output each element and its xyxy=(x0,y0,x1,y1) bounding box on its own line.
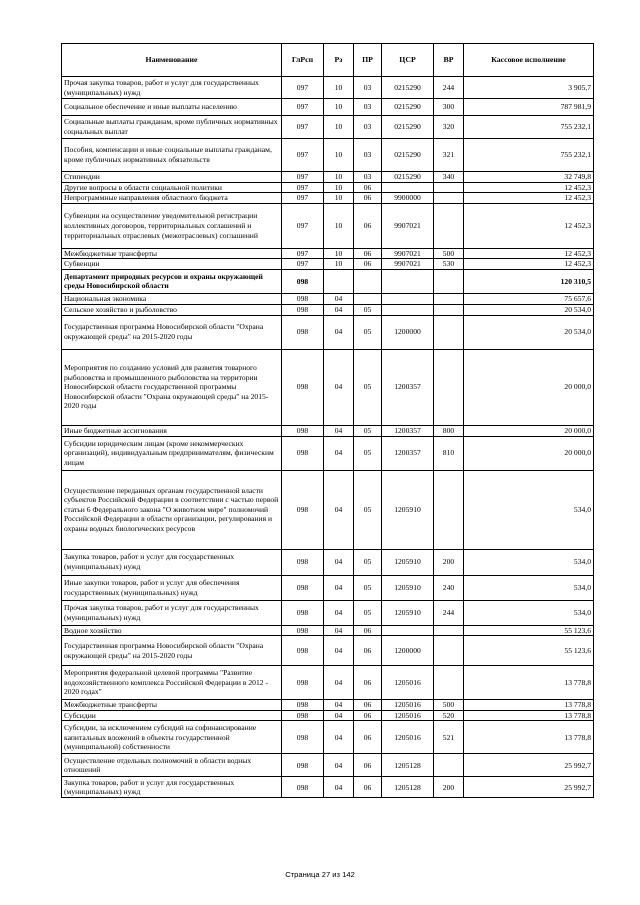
cell-name: Субсидии юридическим лицам (кроме некоммерческих организаций), индивидуальным предпринимателям, физическим лицам xyxy=(62,436,282,470)
table-row xyxy=(62,116,594,139)
cell-name: Осуществление отдельных полномочий в области водных отношений xyxy=(62,754,282,777)
table-row xyxy=(62,777,594,798)
cell-rz: 10 xyxy=(324,77,354,99)
cell-vr: 321 xyxy=(434,139,464,172)
cell-glrsp: 097 xyxy=(282,139,324,172)
cell-rz: 04 xyxy=(324,777,354,798)
cell-cash: 755 232,1 xyxy=(464,116,594,139)
cell-pr: 06 xyxy=(354,700,382,711)
cell-vr xyxy=(434,754,464,777)
cell-csr xyxy=(382,269,434,293)
cell-name: Департамент природных ресурсов и охраны окружающей среды Новосибирской области xyxy=(62,269,282,293)
cell-rz: 04 xyxy=(324,304,354,315)
table-row xyxy=(62,700,594,711)
cell-vr: 320 xyxy=(434,116,464,139)
cell-pr xyxy=(354,293,382,304)
cell-name: Мероприятия федеральной целевой программы "Развитие водохозяйственного комплекса Российской Федерации в 2012 - 2020 годах" xyxy=(62,666,282,700)
cell-csr: 1205016 xyxy=(382,710,434,721)
cell-name: Другие вопросы в области социальной политики xyxy=(62,182,282,193)
table-row xyxy=(62,349,594,425)
cell-csr: 1205128 xyxy=(382,754,434,777)
cell-pr: 06 xyxy=(354,777,382,798)
cell-vr xyxy=(434,349,464,425)
cell-csr xyxy=(382,182,434,193)
cell-glrsp: 098 xyxy=(282,666,324,700)
cell-name: Прочая закупка товаров, работ и услуг для государственных (муниципальных) нужд xyxy=(62,600,282,625)
cell-csr xyxy=(382,304,434,315)
table-row xyxy=(62,193,594,204)
table-row xyxy=(62,436,594,470)
cell-csr: 1205016 xyxy=(382,666,434,700)
cell-vr xyxy=(434,182,464,193)
cell-glrsp: 097 xyxy=(282,182,324,193)
cell-pr: 05 xyxy=(354,436,382,470)
cell-glrsp: 098 xyxy=(282,470,324,549)
cell-vr xyxy=(434,625,464,636)
cell-name: Прочая закупка товаров, работ и услуг для государственных (муниципальных) нужд xyxy=(62,77,282,99)
table-row xyxy=(62,259,594,270)
cell-rz: 04 xyxy=(324,293,354,304)
cell-cash: 25 992,7 xyxy=(464,754,594,777)
table-row xyxy=(62,315,594,349)
header-name: Наименование xyxy=(62,44,282,77)
cell-csr: 1200000 xyxy=(382,636,434,666)
cell-name: Стипендии xyxy=(62,172,282,183)
header-pr: ПР xyxy=(354,44,382,77)
table-row xyxy=(62,710,594,721)
cell-vr: 521 xyxy=(434,721,464,754)
table-row xyxy=(62,636,594,666)
cell-name: Закупка товаров, работ и услуг для государственных (муниципальных) нужд xyxy=(62,777,282,798)
cell-name: Мероприятия по созданию условий для развития товарного рыболовства и промышленного рыболовства на территории Новосибирской области государственной программы Новосибирской области "Охрана окружающей среды" на 2015-2020 годы xyxy=(62,349,282,425)
cell-glrsp: 097 xyxy=(282,172,324,183)
cell-rz: 04 xyxy=(324,549,354,575)
cell-vr xyxy=(434,666,464,700)
cell-glrsp: 098 xyxy=(282,425,324,436)
cell-vr xyxy=(434,315,464,349)
cell-pr: 03 xyxy=(354,99,382,116)
cell-pr: 05 xyxy=(354,315,382,349)
cell-vr: 244 xyxy=(434,77,464,99)
cell-cash: 13 778,8 xyxy=(464,721,594,754)
cell-rz: 10 xyxy=(324,203,354,248)
cell-csr: 1205910 xyxy=(382,549,434,575)
table-row xyxy=(62,182,594,193)
cell-rz: 04 xyxy=(324,436,354,470)
header-csr: ЦСР xyxy=(382,44,434,77)
cell-vr: 300 xyxy=(434,99,464,116)
cell-name: Государственная программа Новосибирской области "Охрана окружающей среды" на 2015-2020 годы xyxy=(62,315,282,349)
table-row xyxy=(62,549,594,575)
cell-rz: 04 xyxy=(324,710,354,721)
cell-pr: 06 xyxy=(354,666,382,700)
cell-name: Государственная программа Новосибирской области "Охрана окружающей среды" на 2015-2020 годы xyxy=(62,636,282,666)
cell-csr: 0215290 xyxy=(382,116,434,139)
cell-cash: 3 905,7 xyxy=(464,77,594,99)
cell-cash: 534,0 xyxy=(464,600,594,625)
cell-csr: 0215290 xyxy=(382,99,434,116)
cell-name: Субвенции на осуществление уведомительной регистрации коллективных договоров, территориальных соглашений и территориальных отраслевых (межотраслевых) соглашений xyxy=(62,203,282,248)
cell-name: Иные закупки товаров, работ и услуг для обеспечения государственных (муниципальных) нужд xyxy=(62,575,282,600)
cell-cash: 20 534,0 xyxy=(464,304,594,315)
cell-name: Субсидии xyxy=(62,710,282,721)
cell-pr: 05 xyxy=(354,425,382,436)
cell-csr: 1200357 xyxy=(382,436,434,470)
cell-rz: 04 xyxy=(324,700,354,711)
cell-glrsp: 098 xyxy=(282,349,324,425)
cell-rz: 04 xyxy=(324,315,354,349)
table-row xyxy=(62,139,594,172)
cell-vr xyxy=(434,203,464,248)
cell-csr: 9907021 xyxy=(382,203,434,248)
cell-vr: 810 xyxy=(434,436,464,470)
cell-cash: 12 452,3 xyxy=(464,203,594,248)
cell-glrsp: 098 xyxy=(282,293,324,304)
header-glrsp: ГлРсп xyxy=(282,44,324,77)
cell-pr: 06 xyxy=(354,636,382,666)
cell-csr: 1200357 xyxy=(382,349,434,425)
cell-glrsp: 098 xyxy=(282,269,324,293)
cell-glrsp: 098 xyxy=(282,549,324,575)
cell-glrsp: 097 xyxy=(282,77,324,99)
cell-name: Иные бюджетные ассигнования xyxy=(62,425,282,436)
table-body xyxy=(62,77,594,798)
cell-csr: 9907021 xyxy=(382,248,434,259)
cell-glrsp: 097 xyxy=(282,248,324,259)
cell-cash: 13 778,8 xyxy=(464,710,594,721)
header-cash: Кассовое исполнение xyxy=(464,44,594,77)
cell-name: Субсидии, за исключением субсидий на софинансирование капитальных вложений в объекты государственной (муниципальной) собственности xyxy=(62,721,282,754)
cell-glrsp: 098 xyxy=(282,777,324,798)
table-row xyxy=(62,99,594,116)
cell-rz: 04 xyxy=(324,721,354,754)
cell-cash: 55 123,6 xyxy=(464,636,594,666)
cell-glrsp: 098 xyxy=(282,436,324,470)
cell-cash: 534,0 xyxy=(464,575,594,600)
cell-rz: 04 xyxy=(324,470,354,549)
cell-pr: 06 xyxy=(354,203,382,248)
cell-cash: 13 778,8 xyxy=(464,700,594,711)
cell-rz: 10 xyxy=(324,116,354,139)
table-row xyxy=(62,77,594,99)
cell-rz: 04 xyxy=(324,575,354,600)
cell-vr: 530 xyxy=(434,259,464,270)
cell-pr: 06 xyxy=(354,625,382,636)
cell-pr: 03 xyxy=(354,139,382,172)
table-row xyxy=(62,425,594,436)
table-row xyxy=(62,203,594,248)
cell-pr: 05 xyxy=(354,349,382,425)
cell-pr: 06 xyxy=(354,754,382,777)
cell-name: Социальные выплаты гражданам, кроме публичных нормативных социальных выплат xyxy=(62,116,282,139)
cell-rz: 10 xyxy=(324,248,354,259)
cell-glrsp: 098 xyxy=(282,600,324,625)
cell-csr: 1205910 xyxy=(382,575,434,600)
cell-pr: 05 xyxy=(354,470,382,549)
table-row xyxy=(62,721,594,754)
cell-rz: 04 xyxy=(324,349,354,425)
cell-rz: 10 xyxy=(324,99,354,116)
cell-csr: 1205910 xyxy=(382,600,434,625)
table-row xyxy=(62,600,594,625)
cell-name: Непрограммные направления областного бюджета xyxy=(62,193,282,204)
cell-glrsp: 097 xyxy=(282,193,324,204)
cell-rz: 04 xyxy=(324,666,354,700)
cell-glrsp: 097 xyxy=(282,99,324,116)
cell-pr: 05 xyxy=(354,600,382,625)
cell-name: Межбюджетные трансферты xyxy=(62,248,282,259)
cell-name: Социальное обеспечение и иные выплаты населению xyxy=(62,99,282,116)
cell-name: Межбюджетные трансферты xyxy=(62,700,282,711)
header-rz: Рз xyxy=(324,44,354,77)
cell-rz xyxy=(324,269,354,293)
cell-csr xyxy=(382,625,434,636)
cell-cash: 12 452,3 xyxy=(464,182,594,193)
table-row xyxy=(62,269,594,293)
cell-csr: 1200000 xyxy=(382,315,434,349)
cell-cash: 75 657,6 xyxy=(464,293,594,304)
table-row xyxy=(62,172,594,183)
cell-vr: 240 xyxy=(434,575,464,600)
cell-name: Закупка товаров, работ и услуг для государственных (муниципальных) нужд xyxy=(62,549,282,575)
cell-csr: 0215290 xyxy=(382,139,434,172)
cell-glrsp: 098 xyxy=(282,754,324,777)
cell-glrsp: 097 xyxy=(282,259,324,270)
cell-cash: 12 452,3 xyxy=(464,248,594,259)
cell-vr: 800 xyxy=(434,425,464,436)
cell-rz: 10 xyxy=(324,172,354,183)
cell-csr: 9907021 xyxy=(382,259,434,270)
cell-pr xyxy=(354,269,382,293)
cell-cash: 787 981,9 xyxy=(464,99,594,116)
cell-pr: 03 xyxy=(354,77,382,99)
cell-pr: 06 xyxy=(354,248,382,259)
cell-name: Субвенции xyxy=(62,259,282,270)
cell-cash: 534,0 xyxy=(464,470,594,549)
cell-vr: 340 xyxy=(434,172,464,183)
cell-csr: 9900000 xyxy=(382,193,434,204)
cell-rz: 04 xyxy=(324,754,354,777)
cell-name: Осуществление переданных органам государственной власти субъектов Российской Федерации в соответствии с частью первой статьи 6 Федерального закона "О животном мире" полномочий Российской Федерации в области организации, регулирования и охраны водных биологических ресурсов xyxy=(62,470,282,549)
cell-cash: 25 992,7 xyxy=(464,777,594,798)
table-row xyxy=(62,248,594,259)
cell-cash: 20 534,0 xyxy=(464,315,594,349)
cell-cash: 13 778,8 xyxy=(464,666,594,700)
cell-name: Сельское хозяйство и рыболовство xyxy=(62,304,282,315)
page-footer: Страница 27 из 142 xyxy=(285,870,355,879)
cell-vr xyxy=(434,636,464,666)
cell-glrsp: 098 xyxy=(282,315,324,349)
cell-glrsp: 098 xyxy=(282,721,324,754)
cell-pr: 05 xyxy=(354,304,382,315)
cell-cash: 12 452,3 xyxy=(464,259,594,270)
cell-vr: 520 xyxy=(434,710,464,721)
cell-cash: 534,0 xyxy=(464,549,594,575)
cell-cash: 32 749,8 xyxy=(464,172,594,183)
table-header-row xyxy=(62,44,594,77)
cell-csr xyxy=(382,293,434,304)
cell-vr: 500 xyxy=(434,700,464,711)
cell-pr: 06 xyxy=(354,193,382,204)
cell-csr: 1205016 xyxy=(382,700,434,711)
cell-pr: 06 xyxy=(354,259,382,270)
cell-glrsp: 098 xyxy=(282,575,324,600)
cell-csr: 0215290 xyxy=(382,172,434,183)
table-row xyxy=(62,754,594,777)
cell-cash: 120 310,5 xyxy=(464,269,594,293)
cell-cash: 55 123,6 xyxy=(464,625,594,636)
cell-rz: 04 xyxy=(324,625,354,636)
cell-glrsp: 098 xyxy=(282,304,324,315)
cell-pr: 05 xyxy=(354,575,382,600)
cell-glrsp: 098 xyxy=(282,625,324,636)
table-row xyxy=(62,304,594,315)
table-row xyxy=(62,625,594,636)
cell-cash: 20 000,0 xyxy=(464,436,594,470)
cell-rz: 10 xyxy=(324,182,354,193)
cell-vr: 244 xyxy=(434,600,464,625)
cell-cash: 20 000,0 xyxy=(464,349,594,425)
cell-pr: 03 xyxy=(354,172,382,183)
cell-rz: 10 xyxy=(324,193,354,204)
cell-rz: 04 xyxy=(324,425,354,436)
budget-sheet xyxy=(61,43,593,798)
cell-vr: 500 xyxy=(434,248,464,259)
cell-name: Национальная экономика xyxy=(62,293,282,304)
table-row xyxy=(62,575,594,600)
cell-csr: 1205016 xyxy=(382,721,434,754)
cell-name: Водное хозяйство xyxy=(62,625,282,636)
cell-csr: 0215290 xyxy=(382,77,434,99)
cell-rz: 04 xyxy=(324,600,354,625)
cell-rz: 10 xyxy=(324,139,354,172)
cell-rz: 10 xyxy=(324,259,354,270)
cell-cash: 20 000,0 xyxy=(464,425,594,436)
cell-vr xyxy=(434,304,464,315)
table-row xyxy=(62,470,594,549)
cell-vr xyxy=(434,193,464,204)
cell-csr: 1205128 xyxy=(382,777,434,798)
cell-glrsp: 097 xyxy=(282,203,324,248)
cell-vr xyxy=(434,293,464,304)
cell-pr: 03 xyxy=(354,116,382,139)
cell-pr: 05 xyxy=(354,549,382,575)
cell-rz: 04 xyxy=(324,636,354,666)
cell-pr: 06 xyxy=(354,182,382,193)
cell-glrsp: 098 xyxy=(282,710,324,721)
budget-table xyxy=(61,43,594,798)
cell-pr: 06 xyxy=(354,721,382,754)
cell-csr: 1205910 xyxy=(382,470,434,549)
table-row xyxy=(62,666,594,700)
cell-cash: 12 452,3 xyxy=(464,193,594,204)
cell-pr: 06 xyxy=(354,710,382,721)
cell-glrsp: 098 xyxy=(282,700,324,711)
cell-glrsp: 098 xyxy=(282,636,324,666)
table-row xyxy=(62,293,594,304)
cell-vr xyxy=(434,269,464,293)
cell-csr: 1200357 xyxy=(382,425,434,436)
cell-glrsp: 097 xyxy=(282,116,324,139)
cell-vr xyxy=(434,470,464,549)
cell-vr: 200 xyxy=(434,549,464,575)
header-vr: ВР xyxy=(434,44,464,77)
cell-cash: 755 232,1 xyxy=(464,139,594,172)
cell-vr: 200 xyxy=(434,777,464,798)
cell-name: Пособия, компенсации и иные социальные выплаты гражданам, кроме публичных нормативных обязательств xyxy=(62,139,282,172)
